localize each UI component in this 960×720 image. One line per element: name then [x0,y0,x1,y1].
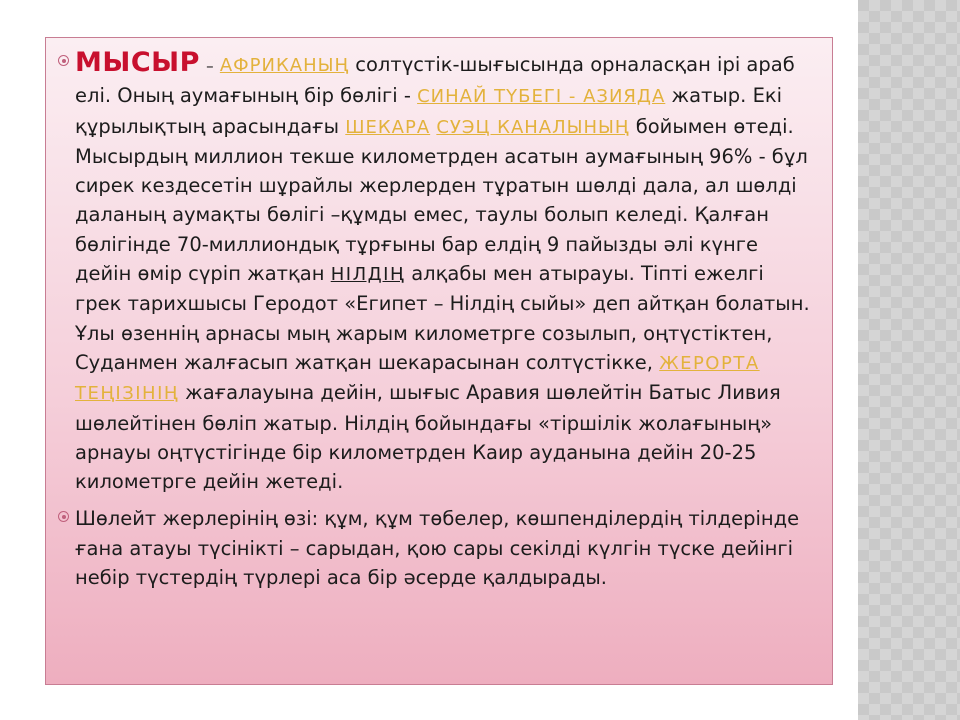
dash-separator: – [206,57,214,75]
bullet-paragraph-deserts [58,504,814,592]
link-suez-canal[interactable]: СУЭЦ КАНАЛЫНЫҢ [436,116,630,138]
link-border[interactable]: ШЕКАРА [345,116,431,138]
paragraph-text-deserts: Шөлейт жерлерінің өзі: құм, құм төбелер, көшпенділердің тілдерінде ғана атауы түсінікті – сарыдан, қою сары секілді күлгін түске дейінгі небір түстердің түрлері аса бір әсерде қалдырады. [75,507,800,590]
decorative-side-strip [858,0,960,720]
paragraph-text-3: бойымен өтеді. Мысырдың миллион текше километрден асатын аумағының 96% - бұл сирек кездесетін шұрайлы жерлерден тұратын шөлді дала, ал шөлді даланың аумақты бөлігі –құмды емес, таулы болып келеді. Қалған бөлігінде 70-миллиондық тұрғыны бар елдің 9 пайызды әлі күнге дейін өмір сүріп жатқан [75,114,808,286]
paragraph-text-5: жағалауына дейін, шығыс Аравия шөлейтін Батыс Ливия шөлейтінен бөліп жатыр. Нілдің бойындағы «тіршілік жолағының» арнауы оңтүстігінде бір километрден Каир ауданына дейін 20-25 километрге дейін жетеді. [75,381,781,494]
bullet-icon [58,511,69,522]
paragraph-text-1: солтүстік-шығысында орналасқан ірі араб елі. Оның аумағының бір бөлігі - [75,53,795,108]
slide-content-box [45,37,833,685]
paragraph-text-4: алқабы мен атырауы. Тіпті ежелгі грек тарихшысы Геродот «Египет – Нілдің сыйы» деп айтқан болатын. Ұлы өзеннің арнасы мың жарым километрге созылып, оңтүстіктен, Суданмен жалғасып жатқан шекарасынан солтүстікке, [75,262,810,374]
paragraph-text-2: жатыр. Екі құрылықтың арасындағы [75,84,783,138]
link-sinai-peninsula[interactable]: СИНАЙ ТҮБЕГІ - АЗИЯДА [417,86,666,108]
link-nile[interactable]: НІЛДІҢ [330,264,406,286]
link-mediterranean-sea[interactable]: ЖЕРОРТА ТЕҢІЗІНІҢ [75,352,760,405]
bullet-paragraph-egypt [58,48,814,496]
link-africa[interactable]: АФРИКАНЫҢ [219,55,350,76]
heading-egypt: МЫСЫР [75,47,200,78]
bullet-icon [58,55,69,66]
